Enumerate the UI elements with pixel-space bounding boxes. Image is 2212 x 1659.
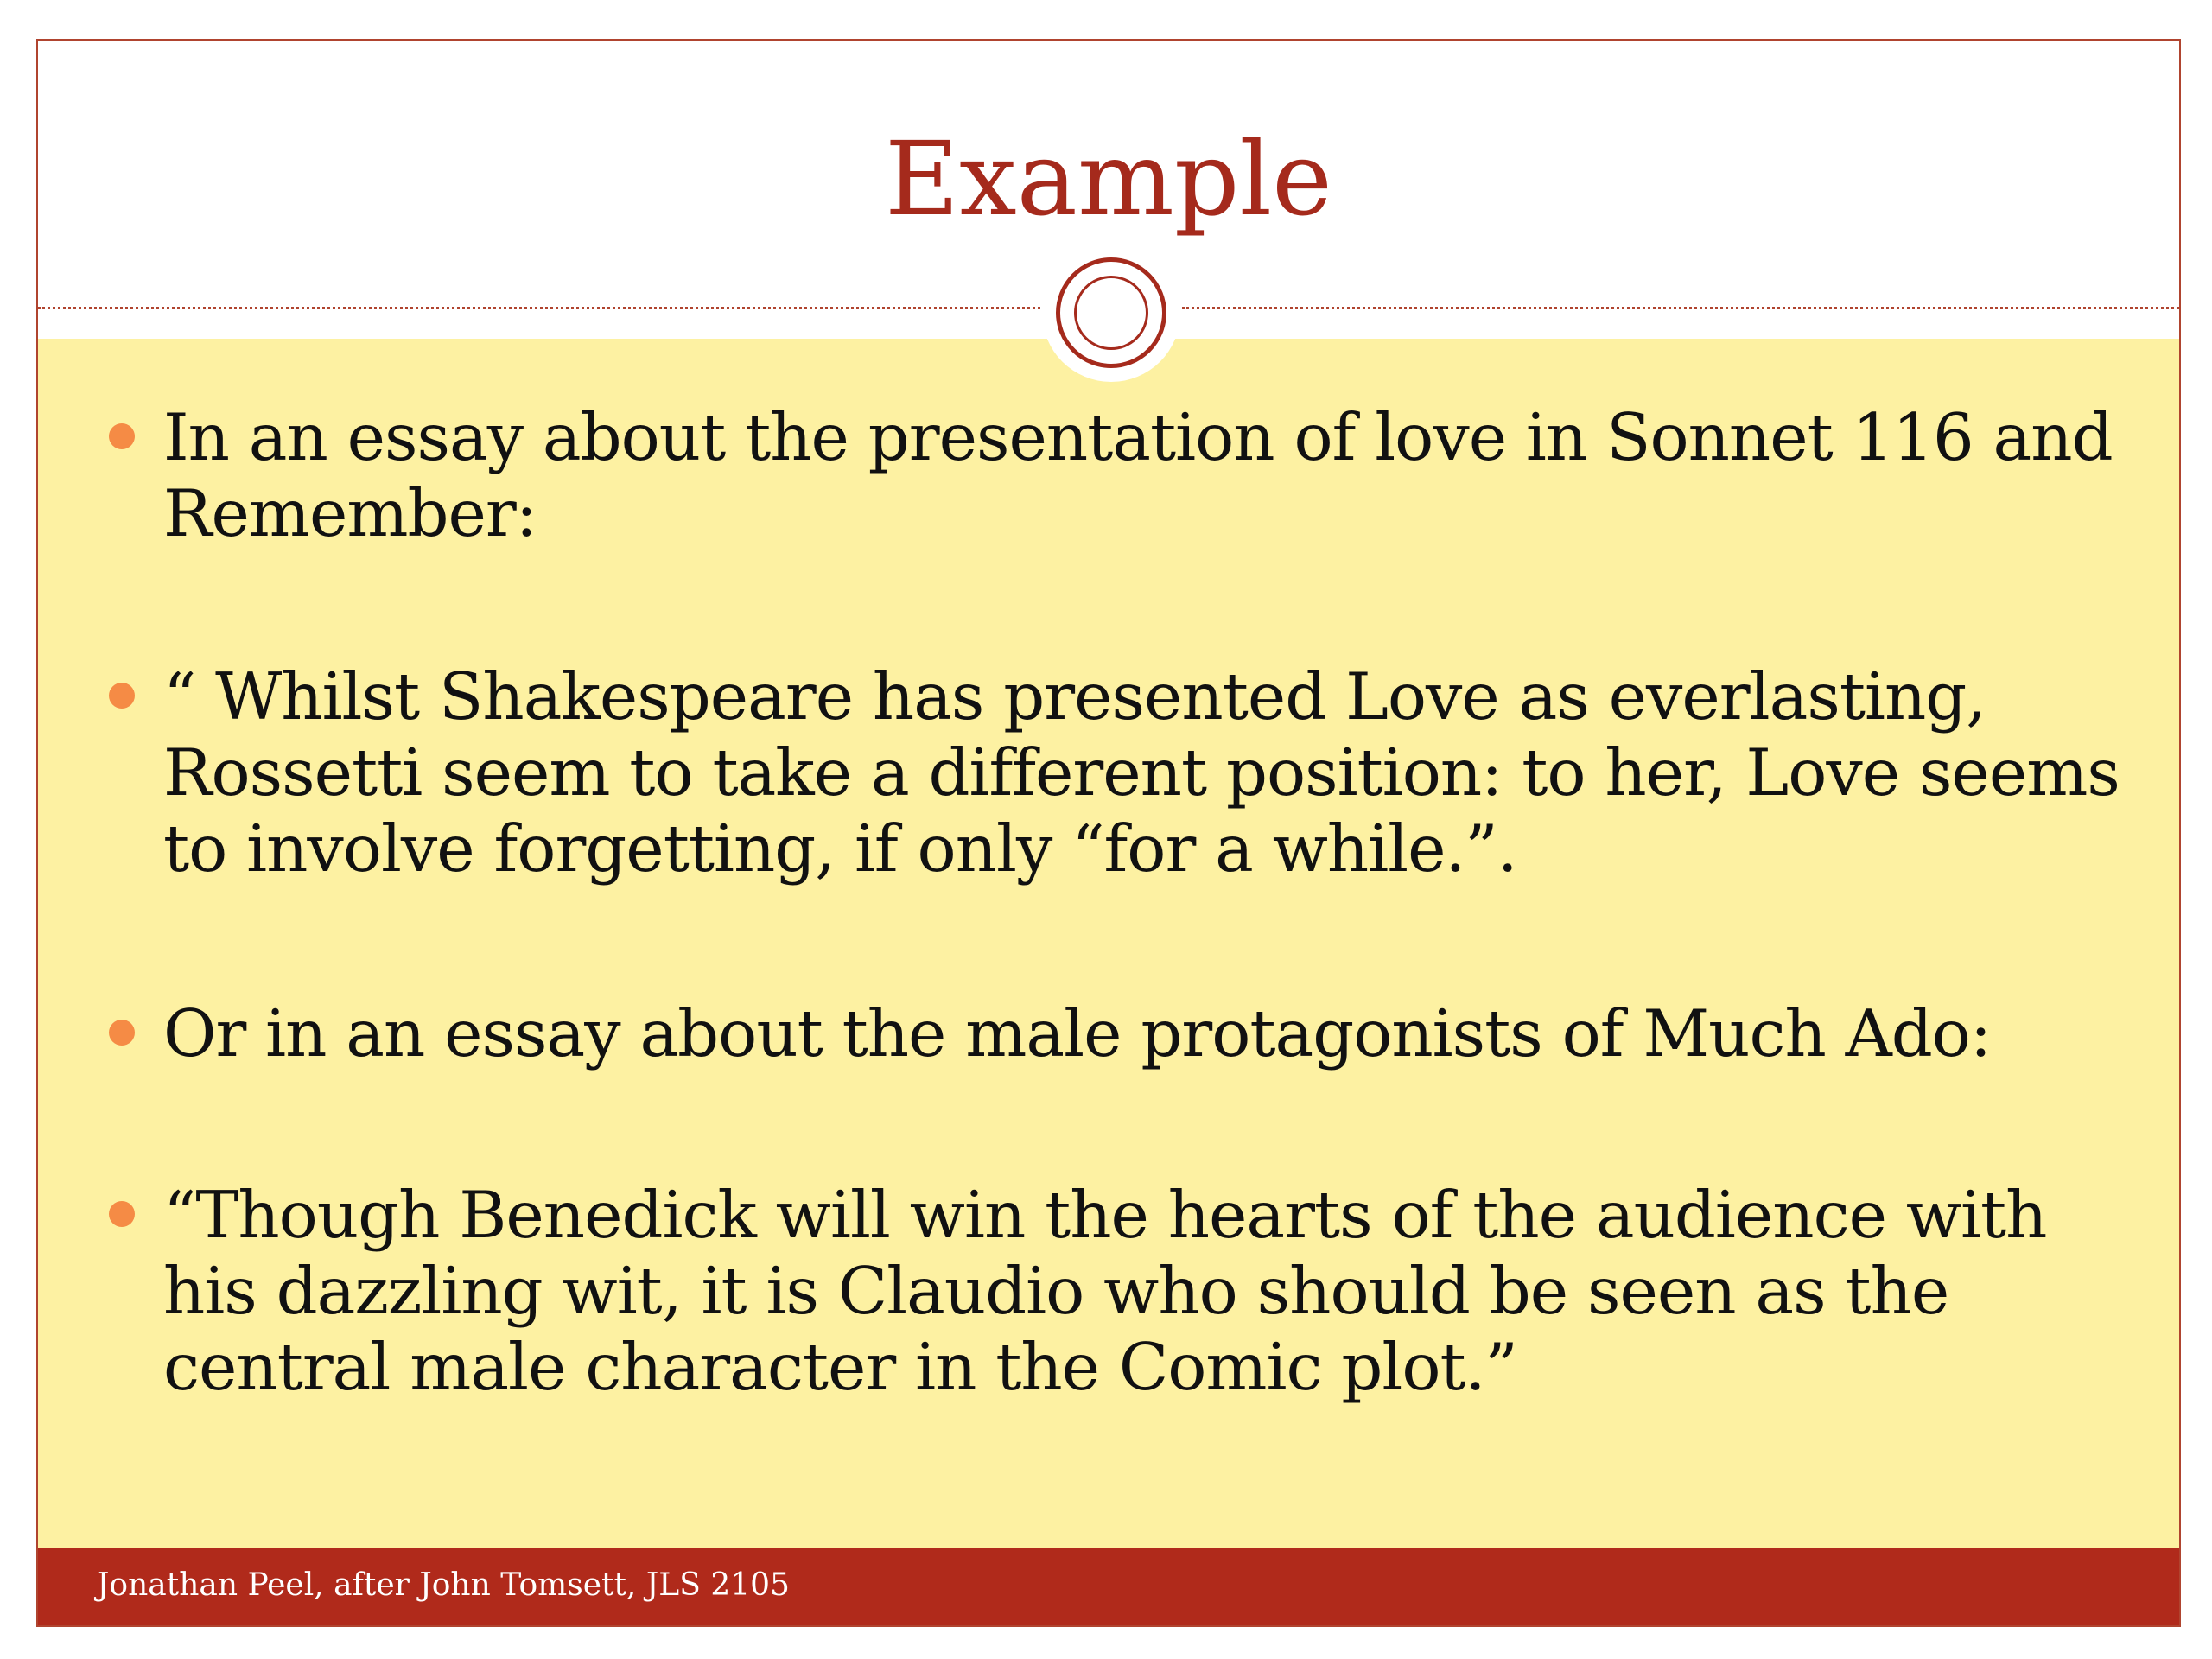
bullet-text: “ Whilst Shakespeare has presented Love as everlasting, Rossetti seem to take a different position: to her, Love seems to involve forgetting, if only “for a while.”. — [163, 658, 2120, 887]
title-divider-left — [38, 307, 1040, 309]
bullet-list — [38, 339, 2179, 1548]
bullet-item — [163, 995, 2125, 1071]
bullet-text: Or in an essay about the male protagonists of Much Ado: — [163, 995, 1992, 1071]
bullet-text: In an essay about the presentation of love in Sonnet 116 and Remember: — [163, 399, 2113, 551]
bullet-text: “Though Benedick will win the hearts of the audience with his dazzling wit, it is Claudio who should be seen as the central male character in the Comic plot.” — [163, 1177, 2047, 1405]
slide-body — [38, 339, 2179, 1548]
title-divider-right — [1182, 307, 2179, 309]
slide — [36, 39, 2181, 1627]
footer-credit: Jonathan Peel, after John Tomsett, JLS 2105 — [97, 1567, 790, 1603]
double-circle-icon — [1056, 257, 1166, 368]
bullet-item — [163, 399, 2125, 551]
bullet-dot-icon — [109, 1201, 135, 1227]
bullet-item — [163, 658, 2125, 887]
bullet-item — [163, 1177, 2125, 1405]
slide-title: Example — [884, 119, 1333, 238]
bullet-dot-icon — [109, 683, 135, 709]
footer-bar — [38, 1548, 2179, 1627]
bullet-dot-icon — [109, 423, 135, 449]
inner-circle — [1074, 276, 1148, 350]
bullet-dot-icon — [109, 1020, 135, 1046]
